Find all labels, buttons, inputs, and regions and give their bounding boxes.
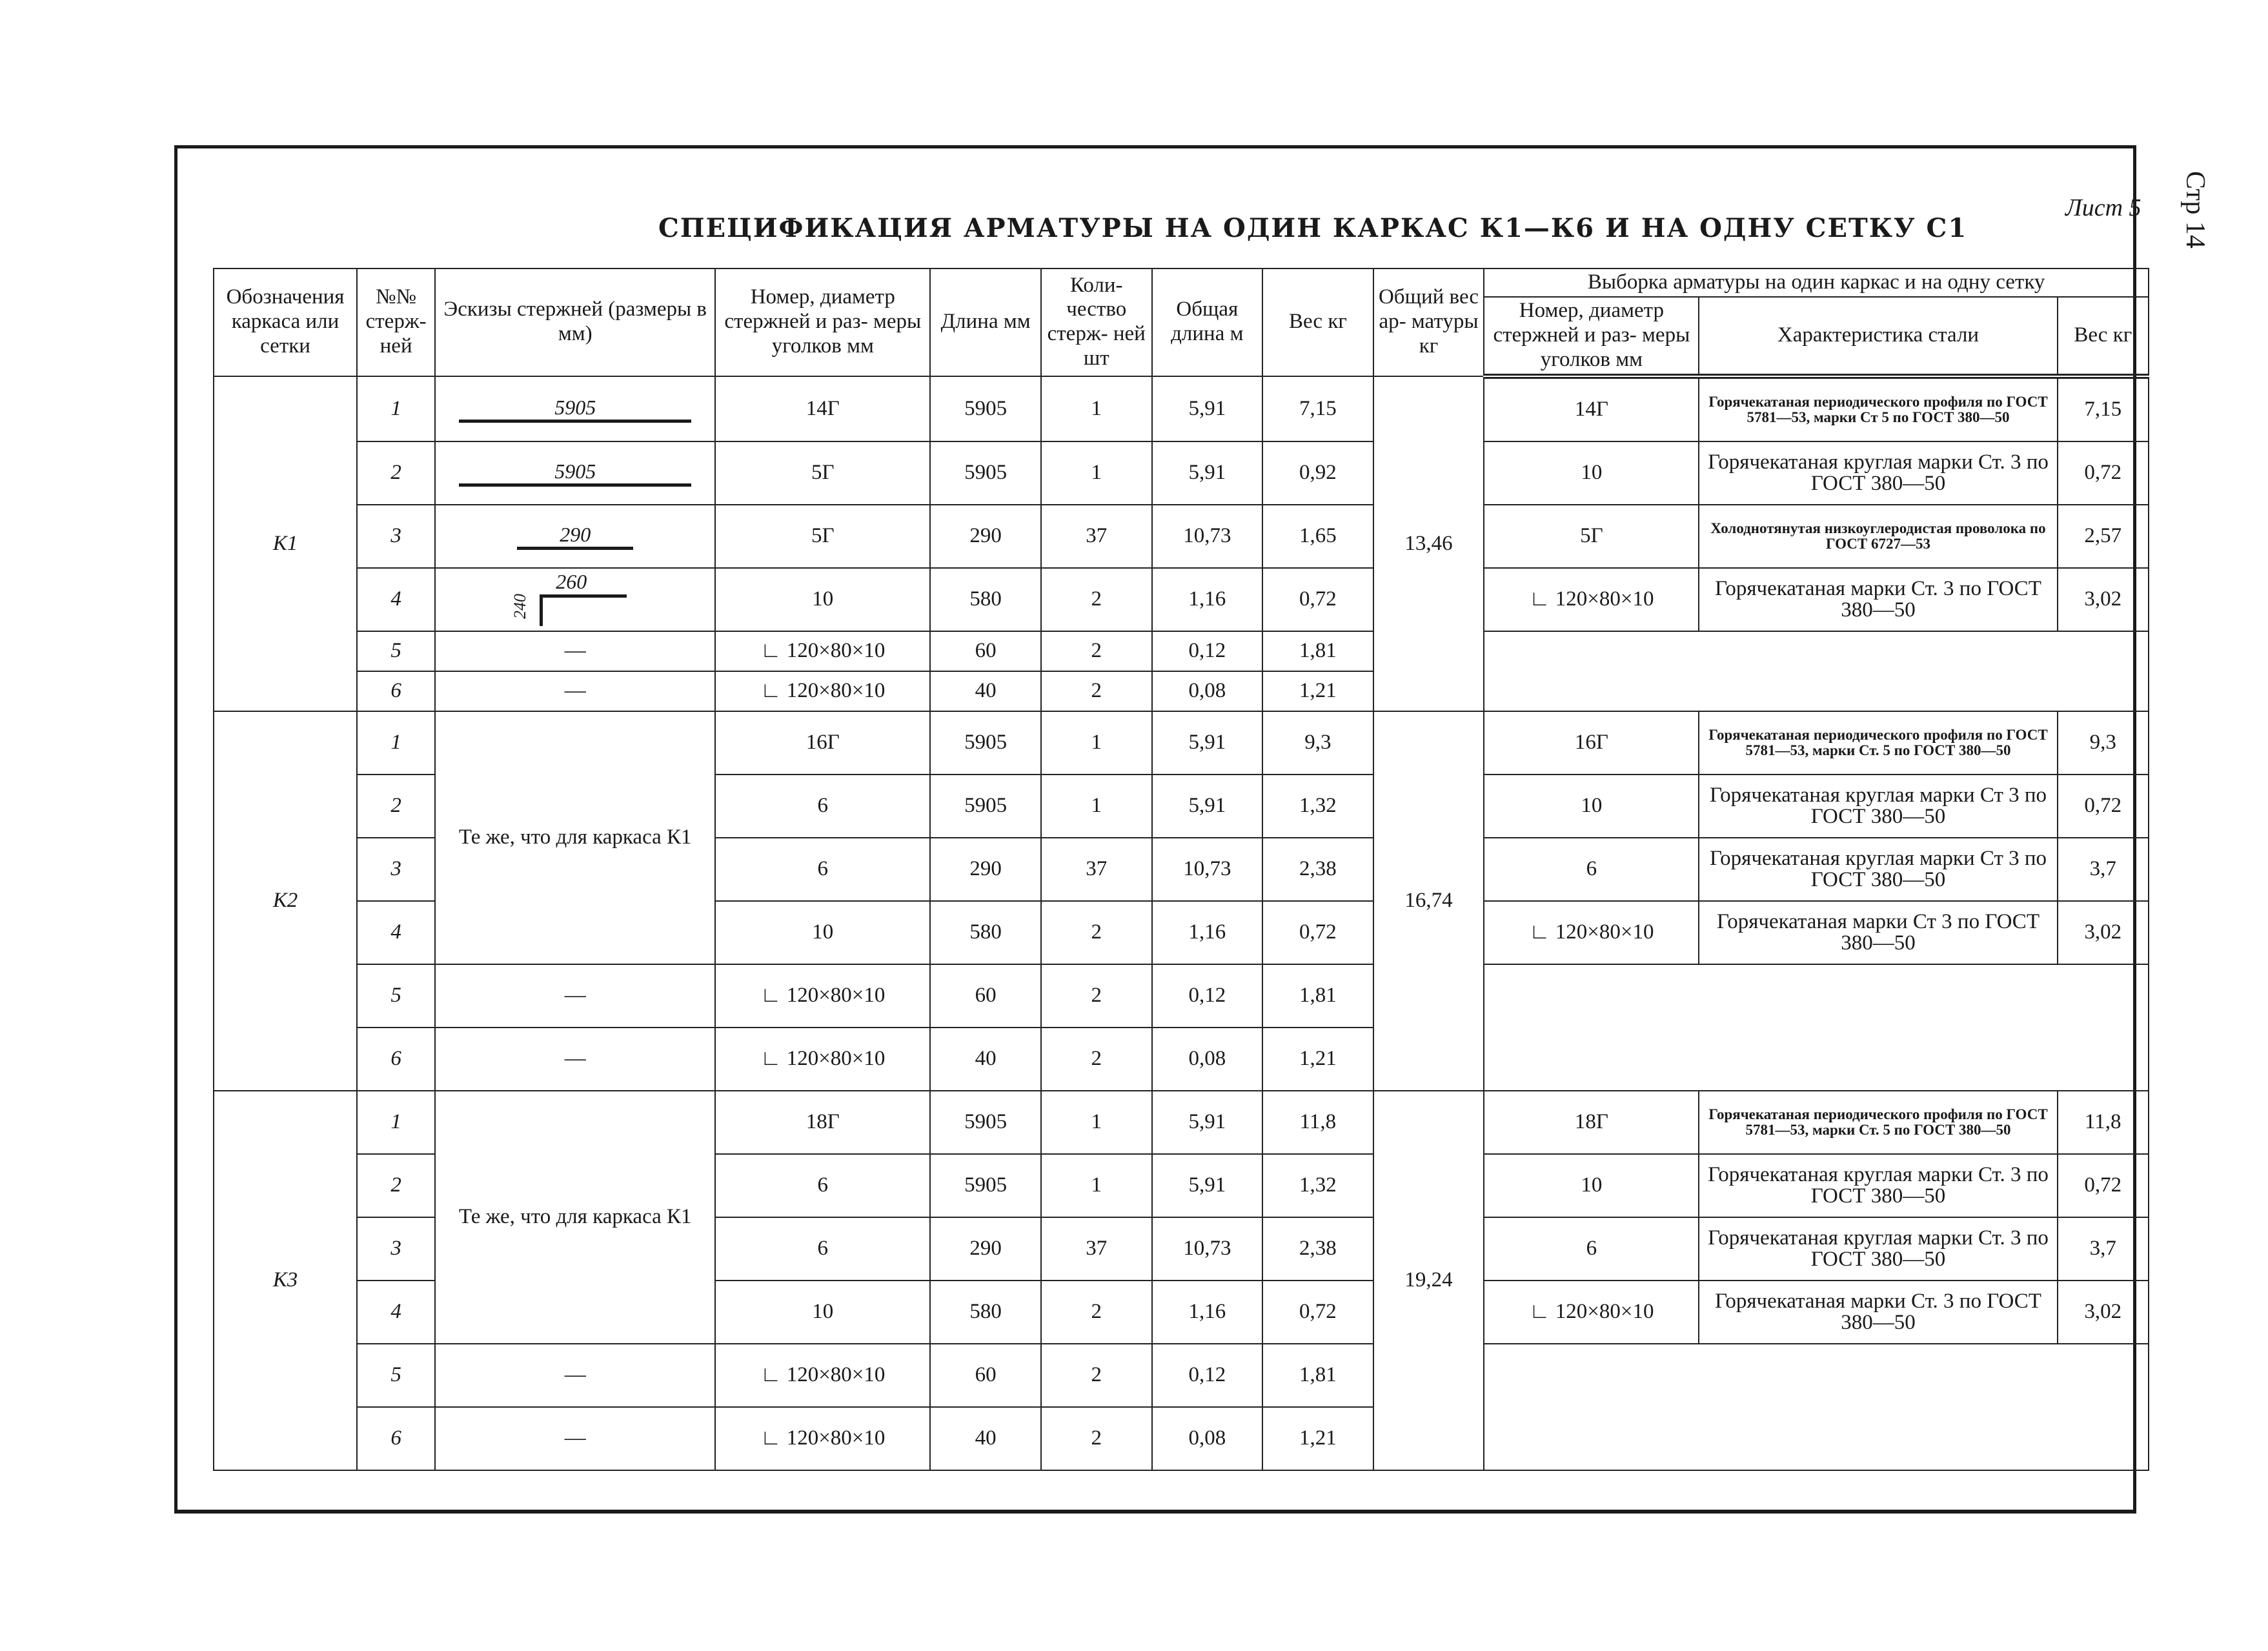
bar-sketch: —: [435, 631, 715, 671]
bar-weight: 1,21: [1262, 1028, 1373, 1091]
bar-sketch: [435, 505, 715, 568]
selection-steel: Горячекатаная круглая марки Ст. 3 по ГОСТ 380—50: [1699, 441, 2057, 505]
bar-weight: 1,21: [1262, 671, 1373, 711]
selection-number: 16Г: [1484, 711, 1699, 775]
selection-weight: 0,72: [2058, 775, 2149, 838]
specification-body: [214, 376, 2149, 1470]
bar-number: 3: [357, 1217, 435, 1281]
bar-weight: 0,72: [1262, 901, 1373, 964]
bar-total-length: 10,73: [1152, 838, 1263, 901]
col-header-sel-steel: Характеристика стали: [1699, 297, 2057, 376]
bar-total-length: 0,12: [1152, 964, 1263, 1028]
selection-number: 14Г: [1484, 376, 1699, 441]
bar-total-length: 5,91: [1152, 376, 1263, 441]
straight-bar-sketch: 5905: [459, 459, 691, 487]
col-header-quantity: Коли- чество стерж- ней шт: [1041, 268, 1152, 376]
selection-empty: [1484, 631, 2149, 711]
bar-length: 5905: [930, 775, 1041, 838]
selection-steel: Горячекатаная круглая марки Ст. 3 по ГОСТ 380—50: [1699, 1217, 2057, 1281]
bar-number: 1: [357, 1091, 435, 1154]
bar-number-diameter: ∟ 120×80×10: [715, 1028, 930, 1091]
bar-quantity: 1: [1041, 1091, 1152, 1154]
bar-total-length: 1,16: [1152, 1281, 1263, 1344]
bar-weight: 1,81: [1262, 1344, 1373, 1407]
col-header-total-weight: Общий вес ар- матуры кг: [1373, 268, 1484, 376]
bar-length: 40: [930, 1028, 1041, 1091]
table-row: [214, 1091, 2149, 1154]
selection-number: ∟ 120×80×10: [1484, 901, 1699, 964]
bar-number: 4: [357, 901, 435, 964]
table-row: [214, 964, 2149, 1028]
bar-number-diameter: 6: [715, 1154, 930, 1217]
selection-weight: 0,72: [2058, 1154, 2149, 1217]
bar-number-diameter: 6: [715, 775, 930, 838]
bar-weight: 1,81: [1262, 964, 1373, 1028]
bar-sketch: —: [435, 1344, 715, 1407]
bar-length: 5905: [930, 1154, 1041, 1217]
selection-number: 6: [1484, 838, 1699, 901]
bar-quantity: 2: [1041, 631, 1152, 671]
bar-total-length: 10,73: [1152, 505, 1263, 568]
bar-quantity: 37: [1041, 505, 1152, 568]
selection-steel: Холоднотянутая низкоуглеродистая проволока по ГОСТ 6727—53: [1699, 505, 2057, 568]
bar-quantity: 1: [1041, 376, 1152, 441]
bar-quantity: 2: [1041, 901, 1152, 964]
bar-number: 5: [357, 631, 435, 671]
bar-sketch: —: [435, 1028, 715, 1091]
selection-number: 10: [1484, 441, 1699, 505]
bar-number: 5: [357, 964, 435, 1028]
bar-weight: 7,15: [1262, 376, 1373, 441]
bar-length: 290: [930, 505, 1041, 568]
bar-weight: 1,32: [1262, 775, 1373, 838]
selection-weight: 11,8: [2058, 1091, 2149, 1154]
bar-weight: 1,65: [1262, 505, 1373, 568]
selection-steel: Горячекатаная марки Ст. 3 по ГОСТ 380—50: [1699, 1281, 2057, 1344]
bar-length: 580: [930, 1281, 1041, 1344]
bar-quantity: 2: [1041, 568, 1152, 631]
selection-weight: 3,7: [2058, 838, 2149, 901]
col-header-selection-group: Выборка арматуры на один каркас и на одну сетку: [1484, 268, 2149, 297]
bar-sketch: —: [435, 671, 715, 711]
bar-quantity: 2: [1041, 1028, 1152, 1091]
selection-number: 5Г: [1484, 505, 1699, 568]
bar-number-diameter: 16Г: [715, 711, 930, 775]
bar-length: 60: [930, 1344, 1041, 1407]
bar-weight: 0,92: [1262, 441, 1373, 505]
table-row: [214, 711, 2149, 775]
bar-number-diameter: ∟ 120×80×10: [715, 671, 930, 711]
bar-weight: 1,21: [1262, 1407, 1373, 1470]
same-as-k1-note: Те же, что для каркаса К1: [435, 1091, 715, 1344]
bar-length: 5905: [930, 1091, 1041, 1154]
bar-total-length: 5,91: [1152, 1091, 1263, 1154]
selection-weight: 0,72: [2058, 441, 2149, 505]
bar-weight: 2,38: [1262, 838, 1373, 901]
document-title: СПЕЦИФИКАЦИЯ АРМАТУРЫ НА ОДИН КАРКАС К1—К6 И НА ОДНУ СЕТКУ С1: [658, 213, 1968, 243]
straight-bar-sketch: 5905: [459, 395, 691, 423]
bar-total-length: 0,08: [1152, 1407, 1263, 1470]
selection-weight: 3,7: [2058, 1217, 2149, 1281]
selection-steel: Горячекатаная периодического профиля по ГОСТ 5781—53, марки Ст. 5 по ГОСТ 380—50: [1699, 711, 2057, 775]
sheet-label: Лист 5: [2065, 194, 2141, 221]
col-header-length: Длина мм: [930, 268, 1041, 376]
same-as-k1-note: Те же, что для каркаса К1: [435, 711, 715, 964]
bar-sketch: [435, 568, 715, 631]
col-header-bar-no: №№ стерж- ней: [357, 268, 435, 376]
selection-steel: Горячекатаная периодического профиля по ГОСТ 5781—53, марки Ст 5 по ГОСТ 380—50: [1699, 376, 2057, 441]
bent-bar-shape: [540, 594, 627, 626]
col-header-sel-weight: Вес кг: [2058, 297, 2149, 376]
bar-total-length: 1,16: [1152, 568, 1263, 631]
table-row: [214, 1344, 2149, 1407]
bar-sketch: [435, 376, 715, 441]
col-header-weight: Вес кг: [1262, 268, 1373, 376]
page-number: Стр 14: [2180, 171, 2210, 248]
bar-number-diameter: 5Г: [715, 505, 930, 568]
bar-number: 1: [357, 376, 435, 441]
bent-bar-sketch: [511, 569, 640, 625]
col-header-sketch: Эскизы стержней (размеры в мм): [435, 268, 715, 376]
bar-weight: 0,72: [1262, 568, 1373, 631]
selection-weight: 3,02: [2058, 901, 2149, 964]
specification-table: [213, 268, 2149, 1471]
bar-quantity: 2: [1041, 1407, 1152, 1470]
bar-length: 5905: [930, 376, 1041, 441]
bar-total-length: 5,91: [1152, 775, 1263, 838]
bar-total-length: 0,08: [1152, 671, 1263, 711]
bar-number: 6: [357, 1028, 435, 1091]
total-weight: 19,24: [1373, 1091, 1484, 1470]
selection-steel: Горячекатаная круглая марки Ст. 3 по ГОСТ 380—50: [1699, 1154, 2057, 1217]
bar-number: 1: [357, 711, 435, 775]
bar-number-diameter: ∟ 120×80×10: [715, 964, 930, 1028]
bar-quantity: 37: [1041, 838, 1152, 901]
bar-quantity: 1: [1041, 1154, 1152, 1217]
bar-number-diameter: 6: [715, 1217, 930, 1281]
bar-number-diameter: 14Г: [715, 376, 930, 441]
bar-quantity: 1: [1041, 775, 1152, 838]
selection-empty: [1484, 1344, 2149, 1470]
bar-length: 290: [930, 1217, 1041, 1281]
bar-number: 2: [357, 441, 435, 505]
sketch-dim-horizontal: 260: [556, 569, 587, 593]
bar-total-length: 10,73: [1152, 1217, 1263, 1281]
sketch-dim-vertical: 240: [511, 593, 530, 619]
selection-weight: 7,15: [2058, 376, 2149, 441]
bar-total-length: 1,16: [1152, 901, 1263, 964]
bar-number-diameter: ∟ 120×80×10: [715, 631, 930, 671]
bar-weight: 0,72: [1262, 1281, 1373, 1344]
bar-quantity: 2: [1041, 964, 1152, 1028]
bar-weight: 1,32: [1262, 1154, 1373, 1217]
bar-sketch: —: [435, 964, 715, 1028]
selection-number: ∟ 120×80×10: [1484, 568, 1699, 631]
bar-number-diameter: 6: [715, 838, 930, 901]
frame-designation: К1: [214, 376, 357, 711]
bar-weight: 1,81: [1262, 631, 1373, 671]
selection-empty: [1484, 964, 2149, 1091]
selection-weight: 3,02: [2058, 1281, 2149, 1344]
selection-number: 10: [1484, 1154, 1699, 1217]
frame-designation: К3: [214, 1091, 357, 1470]
bar-total-length: 5,91: [1152, 1154, 1263, 1217]
col-header-total-length: Общая длина м: [1152, 268, 1263, 376]
bar-length: 5905: [930, 711, 1041, 775]
table-row: [214, 631, 2149, 671]
bar-number-diameter: 10: [715, 901, 930, 964]
bar-number: 6: [357, 671, 435, 711]
total-weight: 16,74: [1373, 711, 1484, 1091]
col-header-number-diameter: Номер, диаметр стержней и раз- меры уголков мм: [715, 268, 930, 376]
bar-number-diameter: 10: [715, 1281, 930, 1344]
bar-sketch: [435, 441, 715, 505]
bar-number-diameter: 10: [715, 568, 930, 631]
bar-weight: 11,8: [1262, 1091, 1373, 1154]
bar-number-diameter: 5Г: [715, 441, 930, 505]
bar-length: 580: [930, 901, 1041, 964]
bar-number-diameter: ∟ 120×80×10: [715, 1407, 930, 1470]
bar-length: 60: [930, 631, 1041, 671]
table-row: [214, 376, 2149, 441]
selection-steel: Горячекатаная марки Ст 3 по ГОСТ 380—50: [1699, 901, 2057, 964]
selection-number: 10: [1484, 775, 1699, 838]
bar-quantity: 37: [1041, 1217, 1152, 1281]
bar-quantity: 2: [1041, 1281, 1152, 1344]
bar-length: 580: [930, 568, 1041, 631]
straight-bar-sketch: 290: [517, 522, 633, 550]
table-row: [214, 505, 2149, 568]
selection-steel: Горячекатаная марки Ст. 3 по ГОСТ 380—50: [1699, 568, 2057, 631]
bar-length: 40: [930, 1407, 1041, 1470]
table-row: [214, 441, 2149, 505]
bar-quantity: 2: [1041, 1344, 1152, 1407]
bar-number: 3: [357, 838, 435, 901]
bar-number: 5: [357, 1344, 435, 1407]
bar-length: 40: [930, 671, 1041, 711]
bar-length: 290: [930, 838, 1041, 901]
total-weight: 13,46: [1373, 376, 1484, 711]
selection-number: ∟ 120×80×10: [1484, 1281, 1699, 1344]
bar-number: 6: [357, 1407, 435, 1470]
selection-weight: 2,57: [2058, 505, 2149, 568]
bar-length: 5905: [930, 441, 1041, 505]
selection-weight: 3,02: [2058, 568, 2149, 631]
bar-number: 2: [357, 1154, 435, 1217]
bar-total-length: 5,91: [1152, 441, 1263, 505]
selection-steel: Горячекатаная круглая марки Ст 3 по ГОСТ 380—50: [1699, 775, 2057, 838]
selection-weight: 9,3: [2058, 711, 2149, 775]
header-row-top: [214, 268, 2149, 297]
bar-sketch: —: [435, 1407, 715, 1470]
selection-steel: Горячекатаная периодического профиля по ГОСТ 5781—53, марки Ст. 5 по ГОСТ 380—50: [1699, 1091, 2057, 1154]
selection-steel: Горячекатаная круглая марки Ст 3 по ГОСТ 380—50: [1699, 838, 2057, 901]
bar-length: 60: [930, 964, 1041, 1028]
bar-total-length: 0,12: [1152, 1344, 1263, 1407]
bar-number-diameter: 18Г: [715, 1091, 930, 1154]
table-row: [214, 568, 2149, 631]
col-header-sel-number: Номер, диаметр стержней и раз- меры уголков мм: [1484, 297, 1699, 376]
bar-number-diameter: ∟ 120×80×10: [715, 1344, 930, 1407]
bar-weight: 2,38: [1262, 1217, 1373, 1281]
selection-number: 6: [1484, 1217, 1699, 1281]
bar-number: 4: [357, 568, 435, 631]
bar-number: 3: [357, 505, 435, 568]
bar-quantity: 2: [1041, 671, 1152, 711]
col-header-designation: Обозначения каркаса или сетки: [214, 268, 357, 376]
selection-number: 18Г: [1484, 1091, 1699, 1154]
bar-number: 4: [357, 1281, 435, 1344]
bar-weight: 9,3: [1262, 711, 1373, 775]
bar-number: 2: [357, 775, 435, 838]
bar-quantity: 1: [1041, 711, 1152, 775]
bar-total-length: 5,91: [1152, 711, 1263, 775]
frame-designation: К2: [214, 711, 357, 1091]
bar-total-length: 0,08: [1152, 1028, 1263, 1091]
bar-total-length: 0,12: [1152, 631, 1263, 671]
bar-quantity: 1: [1041, 441, 1152, 505]
